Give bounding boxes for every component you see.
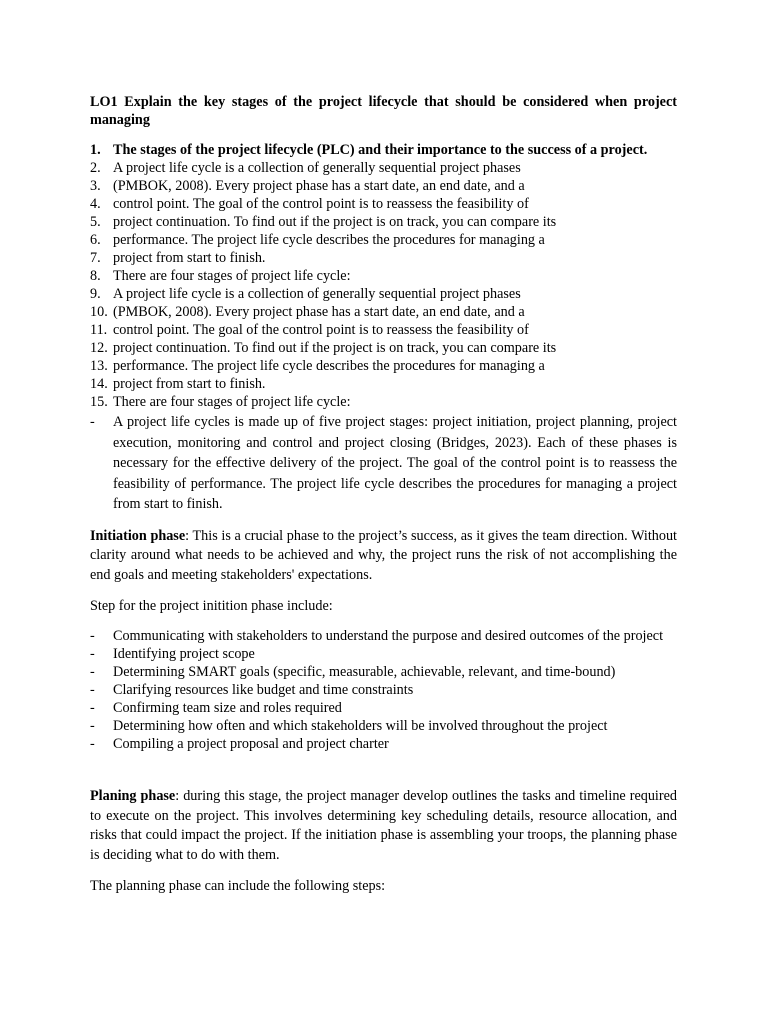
list-item-text: Confirming team size and roles required <box>113 700 342 716</box>
spacer <box>90 753 677 775</box>
list-item <box>90 231 677 249</box>
planning-title: Planing phase <box>90 788 176 804</box>
dash-marker: - <box>90 414 95 430</box>
list-item-text: A project life cycle is a collection of generally sequential project phases <box>113 160 521 176</box>
list-item-text: project from start to finish. <box>113 250 266 266</box>
dash-marker: - <box>90 736 95 752</box>
list-item <box>90 627 677 645</box>
list-number: 9. <box>90 286 101 302</box>
initiation-paragraph <box>90 527 677 586</box>
list-number: 6. <box>90 232 101 248</box>
dash-marker: - <box>90 718 95 734</box>
list-item-text: (PMBOK, 2008). Every project phase has a start date, an end date, and a <box>113 178 525 194</box>
list-number: 14. <box>90 376 108 392</box>
list-item <box>90 321 677 339</box>
list-number: 12. <box>90 340 108 356</box>
list-item-text: Communicating with stakeholders to understand the purpose and desired outcomes of the project <box>113 628 664 644</box>
planning-steps-label: The planning phase can include the following steps: <box>90 878 386 894</box>
dash-marker: - <box>90 628 95 644</box>
list-item <box>90 393 677 411</box>
list-number: 2. <box>90 160 101 176</box>
list-item-text: performance. The project life cycle describes the procedures for managing a <box>113 358 545 374</box>
list-item <box>90 681 677 699</box>
list-number: 11. <box>90 322 108 338</box>
list-item <box>90 303 677 321</box>
list-item <box>90 195 677 213</box>
list-item <box>90 699 677 717</box>
dash-marker: - <box>90 664 95 680</box>
list-item-text: Compiling a project proposal and project charter <box>113 736 389 752</box>
list-number: 4. <box>90 196 101 212</box>
list-item <box>90 267 677 285</box>
list-item-text: There are four stages of project life cycle: <box>113 268 351 284</box>
planning-text: : during this stage, the project manager develop outlines the tasks and timeline required to execute on the project. This involves determining key scheduling details, resource allocation, and risks that could impact the project. If the initiation phase is assembling your troops, the planning phase is deciding what to do with them. <box>90 788 677 863</box>
planning-paragraph <box>90 787 677 865</box>
list-item <box>90 141 677 159</box>
numbered-list <box>90 141 677 411</box>
document-page <box>90 93 677 895</box>
list-item <box>90 177 677 195</box>
list-item-text: project continuation. To find out if the project is on track, you can compare its <box>113 214 557 230</box>
list-item <box>90 249 677 267</box>
list-item-text: Determining SMART goals (specific, measurable, achievable, relevant, and time-bound) <box>113 664 616 680</box>
list-item <box>90 717 677 735</box>
dash-marker: - <box>90 682 95 698</box>
list-item-text: control point. The goal of the control point is to reassess the feasibility of <box>113 322 529 338</box>
list-item <box>90 735 677 753</box>
list-item-text: project continuation. To find out if the project is on track, you can compare its <box>113 340 557 356</box>
dash-marker: - <box>90 700 95 716</box>
dash-paragraph-text: A project life cycles is made up of five project stages: project initiation, project planning, project execution, monitoring and control and project closing (Bridges, 2023). Each of these phases is necessary for the effective delivery of the project. The goal of the control point is to reassess the feasibility of performance. The project life cycle describes the procedures for managing a project from start to finish. <box>113 414 677 512</box>
list-item-text: The stages of the project lifecycle (PLC) and their importance to the success of a project. <box>113 142 648 158</box>
list-item <box>90 375 677 393</box>
list-item <box>90 339 677 357</box>
list-item <box>90 213 677 231</box>
list-number: 3. <box>90 178 101 194</box>
list-item-text: There are four stages of project life cycle: <box>113 394 351 410</box>
dash-list <box>90 412 677 515</box>
list-number: 8. <box>90 268 101 284</box>
list-item <box>90 357 677 375</box>
document-heading: LO1 Explain the key stages of the project lifecycle that should be considered when project managing <box>90 94 677 128</box>
list-item-text: project from start to finish. <box>113 376 266 392</box>
list-number: 13. <box>90 358 108 374</box>
list-item-text: Clarifying resources like budget and time constraints <box>113 682 414 698</box>
list-number: 1. <box>90 142 101 158</box>
list-item <box>90 412 677 515</box>
initiation-steps-label: Step for the project initition phase include: <box>90 598 333 614</box>
list-item <box>90 159 677 177</box>
list-number: 7. <box>90 250 101 266</box>
list-item <box>90 663 677 681</box>
initiation-steps-list <box>90 627 677 753</box>
list-number: 5. <box>90 214 101 230</box>
initiation-title: Initiation phase <box>90 527 186 544</box>
list-item-text: performance. The project life cycle describes the procedures for managing a <box>113 232 545 248</box>
list-item-text: A project life cycle is a collection of generally sequential project phases <box>113 286 521 302</box>
list-item-text: (PMBOK, 2008). Every project phase has a start date, an end date, and a <box>113 304 525 320</box>
list-item-text: Determining how often and which stakeholders will be involved throughout the project <box>113 718 608 734</box>
list-item-text: control point. The goal of the control point is to reassess the feasibility of <box>113 196 529 212</box>
dash-marker: - <box>90 646 95 662</box>
list-number: 10. <box>90 304 108 320</box>
list-item-text: Identifying project scope <box>113 646 255 662</box>
initiation-text: : This is a crucial phase to the project’s success, as it gives the team direction. Without clarity around what needs to be achieved and why, the project runs the risk of not accomplishing the end goals and meeting stakeholders' expectations. <box>90 527 677 583</box>
list-item <box>90 645 677 663</box>
list-number: 15. <box>90 394 108 410</box>
list-item <box>90 285 677 303</box>
